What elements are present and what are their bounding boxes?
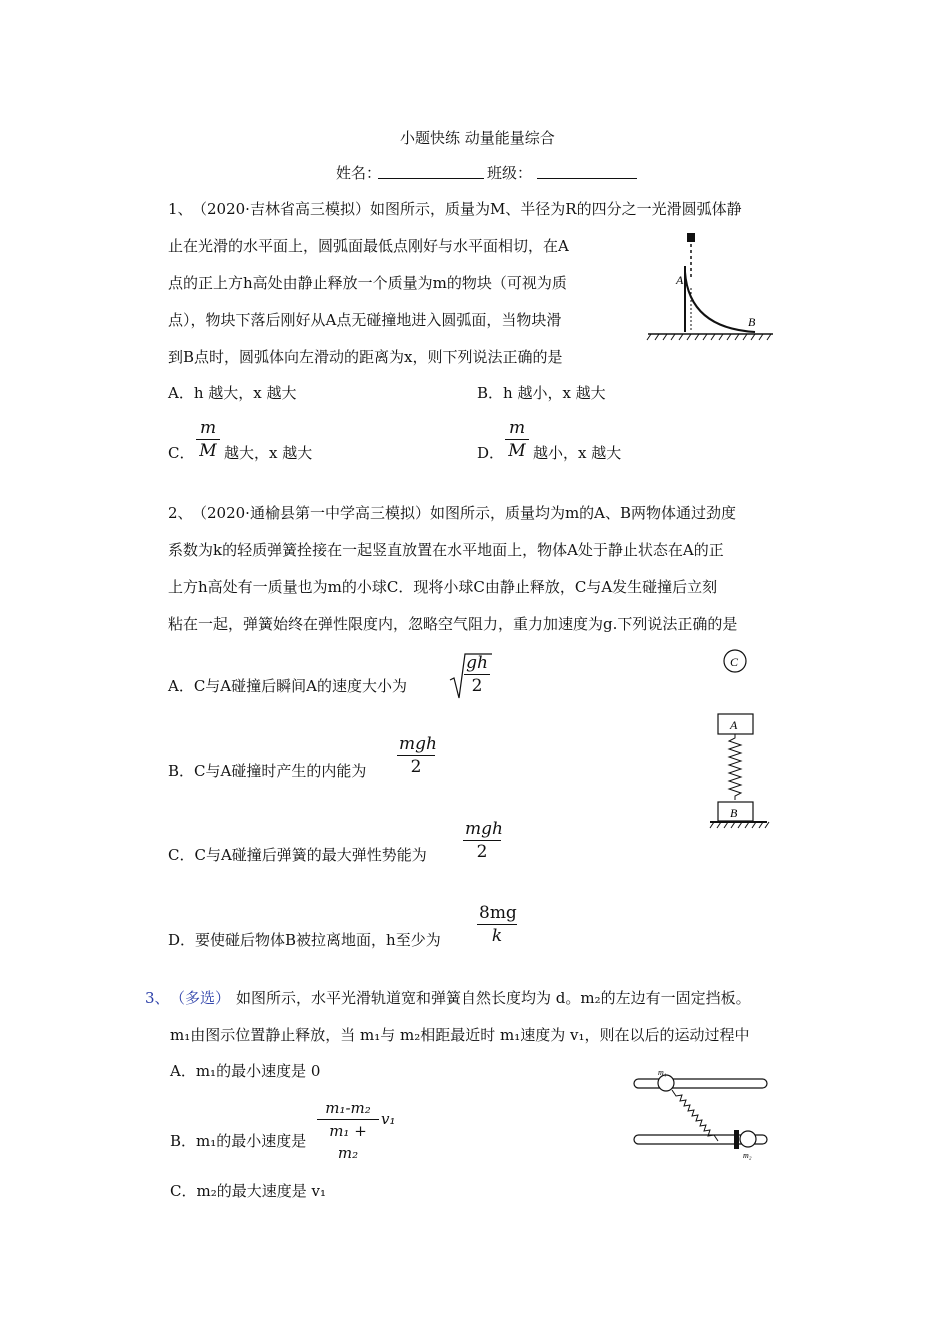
q2-option-d-fraction	[477, 902, 517, 947]
fraction-numerator: 8mg	[479, 903, 517, 923]
q1-option-c-prefix[interactable]: C．	[168, 444, 195, 462]
fraction-numerator: mgh	[399, 734, 437, 754]
fig2-label-a: A	[730, 718, 738, 732]
fig2-label-c: C	[730, 655, 739, 669]
fraction-denominator: 2	[476, 842, 488, 862]
q1-line-1: （2020·吉林省高三模拟）如图所示，质量为M、半径为R的四分之一光滑圆弧体静	[192, 200, 742, 218]
name-label: 姓名：	[336, 164, 382, 182]
q2-line-3: 上方h高处有一质量也为m的小球C．现将小球C由静止释放，C与A发生碰撞后立刻	[168, 578, 718, 596]
arc-surface	[685, 272, 755, 332]
fraction-denominator: m₁ + m₂	[329, 1122, 367, 1162]
fig1-label-a: A	[676, 273, 684, 287]
ball-m2	[740, 1131, 756, 1147]
fig2-label-b: B	[730, 806, 738, 820]
fraction-numerator: m₁-m₂	[317, 1097, 379, 1120]
fig3-label-m1: m₁	[658, 1068, 667, 1077]
q1-number: 1、	[168, 200, 193, 218]
q3-option-b-tail: v₁	[381, 1110, 396, 1128]
rail-top	[634, 1079, 767, 1088]
spring	[672, 1090, 718, 1141]
q1-option-c-suffix: 越大，x 越大	[224, 444, 313, 462]
q1-option-c-fraction	[196, 417, 220, 462]
q1-line-4: 点），物块下落后刚好从A点无碰撞地进入圆弧面，当物块滑	[168, 311, 562, 329]
fraction-denominator: k	[491, 926, 503, 946]
q1-option-d-fraction	[505, 417, 529, 462]
q2-line-2: 系数为k的轻质弹簧拴接在一起竖直放置在水平地面上，物体A处于静止状态在A的正	[168, 541, 724, 559]
q3-line-2: m₁由图示位置静止释放，当 m₁与 m₂相距最近时 m₁速度为 v₁，则在以后的运动过程中	[170, 1026, 750, 1044]
q3-option-b[interactable]: B．m₁的最小速度是	[170, 1132, 307, 1150]
fraction-denominator: 2	[471, 676, 483, 696]
page-title: 小题快练 动量能量综合	[400, 129, 555, 147]
ball-m1	[658, 1075, 674, 1091]
fixed-stop	[734, 1130, 739, 1149]
q1-line-3: 点的正上方h高处由静止释放一个质量为m的物块（可视为质	[168, 274, 567, 292]
q2-line-4: 粘在一起，弹簧始终在弹性限度内，忽略空气阻力，重力加速度为g.下列说法正确的是	[168, 615, 738, 633]
q3-number: 3、	[145, 989, 170, 1007]
fraction-numerator: mgh	[465, 819, 503, 839]
class-label: 班级：	[487, 164, 533, 182]
q3-line-1: 如图所示，水平光滑轨道宽和弹簧自然长度均为 d。m₂的左边有一固定挡板。	[236, 989, 751, 1007]
fraction-numerator: m	[505, 417, 529, 440]
fig3-label-m2: m₂	[743, 1151, 752, 1160]
q2-line-1: （2020·通榆县第一中学高三模拟）如图所示，质量均为m的A、B两物体通过劲度	[192, 504, 737, 522]
q1-option-a[interactable]: A．h 越大，x 越大	[168, 384, 297, 402]
q2-option-c[interactable]: C．C与A碰撞后弹簧的最大弹性势能为	[168, 846, 427, 864]
fraction-denominator: M	[199, 441, 217, 461]
q2-option-c-fraction	[463, 818, 501, 863]
fraction-numerator: gh	[464, 652, 490, 675]
q1-option-d-prefix[interactable]: D．	[477, 444, 505, 462]
q3-option-b-fraction	[317, 1097, 379, 1164]
q3-option-c[interactable]: C．m₂的最大速度是 v₁	[170, 1182, 326, 1200]
q2-option-b[interactable]: B．C与A碰撞时产生的内能为	[168, 762, 367, 780]
fig1-label-b: B	[748, 315, 756, 329]
block-icon	[687, 233, 695, 242]
q1-option-b[interactable]: B．h 越小，x 越大	[477, 384, 606, 402]
q2-option-b-fraction	[397, 733, 435, 778]
q1-line-2: 止在光滑的水平面上，圆弧面最低点刚好与水平面相切，在A	[168, 237, 569, 255]
q1-option-d-suffix: 越小，x 越大	[533, 444, 622, 462]
q2-option-d[interactable]: D．要使碰后物体B被拉离地面，h至少为	[168, 931, 441, 949]
q2-option-a-fraction	[464, 652, 490, 697]
q1-arc-figure	[645, 228, 775, 343]
fraction-denominator: 2	[410, 757, 422, 777]
q3-option-a[interactable]: A．m₁的最小速度是 0	[170, 1062, 321, 1080]
q3-tag: （多选）	[170, 989, 231, 1007]
fraction-numerator: m	[196, 417, 220, 440]
name-blank[interactable]	[378, 166, 484, 179]
q2-spring-figure	[705, 648, 775, 833]
q3-rails-figure	[630, 1068, 775, 1163]
q1-line-5: 到B点时，圆弧体向左滑动的距离为x，则下列说法正确的是	[168, 348, 563, 366]
q2-option-a[interactable]: A．C与A碰撞后瞬间A的速度大小为	[168, 677, 407, 695]
fraction-denominator: M	[508, 441, 526, 461]
class-blank[interactable]	[537, 166, 637, 179]
spring	[729, 734, 741, 800]
q2-number: 2、	[168, 504, 193, 522]
